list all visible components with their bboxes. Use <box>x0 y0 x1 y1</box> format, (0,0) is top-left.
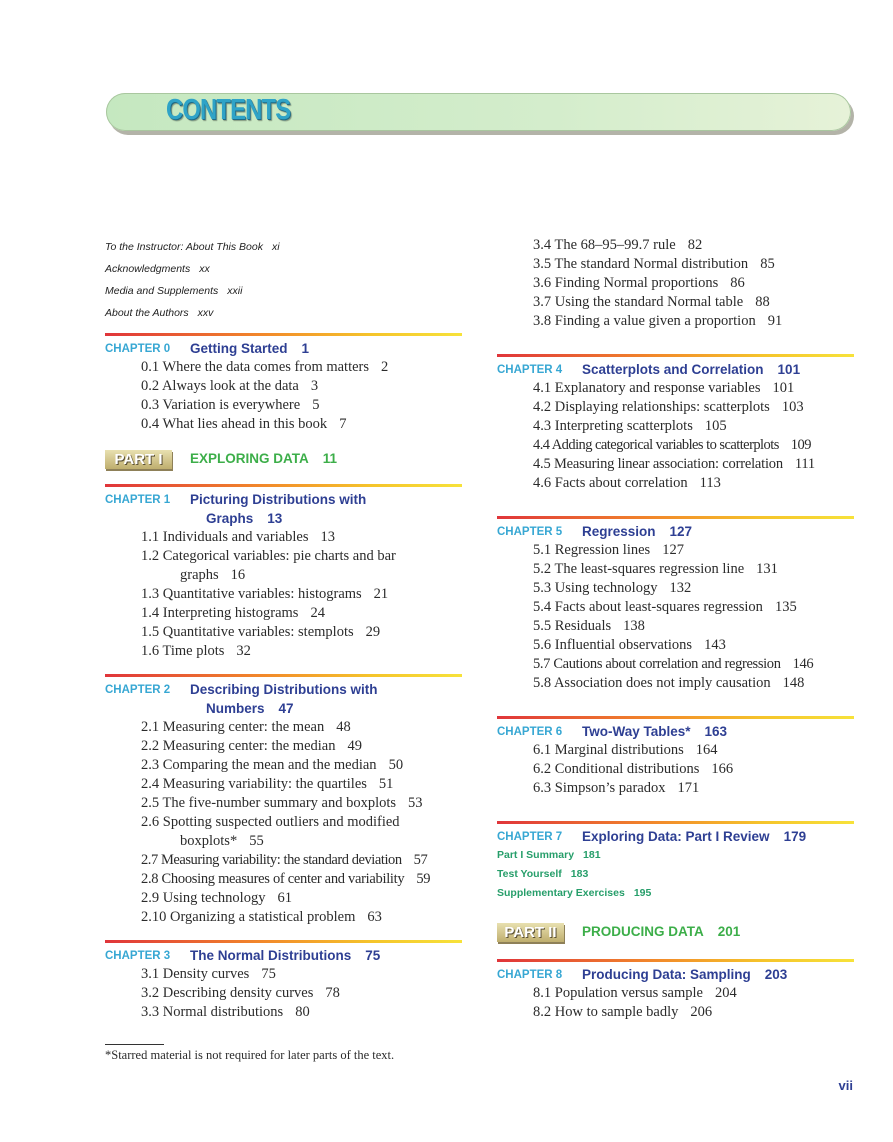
section-entry[interactable]: 1.5 Quantitative variables: stemplots 29 <box>141 624 381 640</box>
section-entry[interactable]: 0.3 Variation is everywhere 5 <box>141 397 320 413</box>
section-entry[interactable]: 0.4 What lies ahead in this book 7 <box>141 416 347 432</box>
section-entry[interactable]: 4.2 Displaying relationships: scatterplots 103 <box>533 399 804 415</box>
front-matter-item[interactable]: Acknowledgments xx <box>105 263 210 275</box>
section-entry[interactable]: 0.1 Where the data comes from matters 2 <box>141 359 389 375</box>
section-entry[interactable]: 2.6 Spotting suspected outliers and modified boxplots* 55 <box>141 814 400 849</box>
section-entry[interactable]: 2.5 The five-number summary and boxplots 53 <box>141 795 423 811</box>
section-entry[interactable]: 2.4 Measuring variability: the quartiles 51 <box>141 776 394 792</box>
section-entry[interactable]: 4.6 Facts about correlation 113 <box>533 475 721 491</box>
section-entry[interactable]: 3.5 The standard Normal distribution 85 <box>533 256 775 272</box>
section-entry[interactable]: 2.7 Measuring variability: the standard deviation 57 <box>141 852 428 868</box>
section-entry[interactable]: 3.6 Finding Normal proportions 86 <box>533 275 745 291</box>
chapter-7-heading[interactable]: CHAPTER 7 Exploring Data: Part I Review 179 <box>497 829 807 844</box>
section-entry[interactable]: 4.5 Measuring linear association: correlation 111 <box>533 456 815 472</box>
section-divider <box>105 940 462 943</box>
section-entry[interactable]: 5.6 Influential observations 143 <box>533 637 726 653</box>
section-entry[interactable]: 5.2 The least-squares regression line 131 <box>533 561 778 577</box>
section-entry[interactable]: 1.4 Interpreting histograms 24 <box>141 605 325 621</box>
section-divider <box>497 821 854 824</box>
section-entry[interactable]: 5.7 Cautions about correlation and regression 146 <box>533 656 814 672</box>
section-entry[interactable]: 3.7 Using the standard Normal table 88 <box>533 294 770 310</box>
footnote: *Starred material is not required for later parts of the text. <box>105 1048 395 1062</box>
section-divider <box>497 716 854 719</box>
chapter-6-heading[interactable]: CHAPTER 6 Two-Way Tables* 163 <box>497 724 728 739</box>
section-entry[interactable]: 5.8 Association does not imply causation 148 <box>533 675 805 691</box>
section-entry[interactable]: 2.8 Choosing measures of center and variability 59 <box>141 871 431 887</box>
section-entry[interactable]: 2.2 Measuring center: the median 49 <box>141 738 362 754</box>
chapter-4-heading[interactable]: CHAPTER 4 Scatterplots and Correlation 101 <box>497 362 801 377</box>
page-number: vii <box>838 1078 853 1093</box>
section-divider <box>497 354 854 357</box>
section-entry[interactable]: 6.3 Simpson’s paradox 171 <box>533 780 700 796</box>
section-entry[interactable]: 3.2 Describing density curves 78 <box>141 985 340 1001</box>
section-divider <box>105 484 462 487</box>
section-divider <box>497 516 854 519</box>
chapter-1-heading[interactable]: CHAPTER 1 Picturing Distributions with Graphs 13 <box>105 492 367 526</box>
section-entry[interactable]: 3.8 Finding a value given a proportion 91 <box>533 313 783 329</box>
front-matter-item[interactable]: About the Authors xxv <box>105 307 214 319</box>
review-entry[interactable]: Supplementary Exercises 195 <box>497 887 652 899</box>
section-entry[interactable]: 0.2 Always look at the data 3 <box>141 378 319 394</box>
section-divider <box>105 333 462 336</box>
section-entry[interactable]: 2.10 Organizing a statistical problem 63 <box>141 909 382 925</box>
section-entry[interactable]: 1.1 Individuals and variables 13 <box>141 529 336 545</box>
section-divider <box>497 959 854 962</box>
section-entry[interactable]: 6.1 Marginal distributions 164 <box>533 742 718 758</box>
contents-banner <box>106 93 851 131</box>
chapter-5-heading[interactable]: CHAPTER 5 Regression 127 <box>497 524 693 539</box>
review-entry[interactable]: Part I Summary 181 <box>497 849 601 861</box>
section-entry[interactable]: 2.9 Using technology 61 <box>141 890 292 906</box>
chapter-2-heading[interactable]: CHAPTER 2 Describing Distributions with Numbers 47 <box>105 682 378 716</box>
section-entry[interactable]: 2.1 Measuring center: the mean 48 <box>141 719 351 735</box>
section-entry[interactable]: 1.2 Categorical variables: pie charts and bar graphs 16 <box>141 548 396 583</box>
section-divider <box>105 674 462 677</box>
section-entry[interactable]: 5.5 Residuals 138 <box>533 618 645 634</box>
section-entry[interactable]: 4.1 Explanatory and response variables 101 <box>533 380 795 396</box>
page-title: CONTENTS <box>166 94 291 126</box>
section-entry[interactable]: 3.1 Density curves 75 <box>141 966 276 982</box>
front-matter-item[interactable]: Media and Supplements xxii <box>105 285 243 297</box>
section-entry[interactable]: 5.1 Regression lines 127 <box>533 542 684 558</box>
section-entry[interactable]: 1.6 Time plots 32 <box>141 643 251 659</box>
section-entry[interactable]: 8.2 How to sample badly 206 <box>533 1004 713 1020</box>
chapter-8-heading[interactable]: CHAPTER 8 Producing Data: Sampling 203 <box>497 967 788 982</box>
section-entry[interactable]: 6.2 Conditional distributions 166 <box>533 761 734 777</box>
chapter-3-heading[interactable]: CHAPTER 3 The Normal Distributions 75 <box>105 948 381 963</box>
section-entry[interactable]: 4.4 Adding categorical variables to scatterplots 109 <box>533 437 811 453</box>
front-matter-item[interactable]: To the Instructor: About This Book xi <box>105 241 280 253</box>
section-entry[interactable]: 1.3 Quantitative variables: histograms 21 <box>141 586 389 602</box>
part-1-heading[interactable]: PART I EXPLORING DATA 11 <box>105 448 462 474</box>
toc-right-column <box>497 236 854 1022</box>
footnote-rule <box>105 1044 164 1045</box>
section-entry[interactable]: 8.1 Population versus sample 204 <box>533 985 737 1001</box>
part-badge: PART I <box>105 450 172 469</box>
review-entry[interactable]: Test Yourself 183 <box>497 868 589 880</box>
section-entry[interactable]: 5.4 Facts about least-squares regression 135 <box>533 599 797 615</box>
section-entry[interactable]: 4.3 Interpreting scatterplots 105 <box>533 418 727 434</box>
section-entry[interactable]: 3.4 The 68–95–99.7 rule 82 <box>533 237 703 253</box>
part-badge: PART II <box>497 923 564 942</box>
part-2-heading[interactable]: PART II PRODUCING DATA 201 <box>497 921 854 947</box>
chapter-0-heading[interactable]: CHAPTER 0 Getting Started 1 <box>105 341 310 356</box>
toc-left-column <box>105 236 462 1022</box>
section-entry[interactable]: 2.3 Comparing the mean and the median 50 <box>141 757 404 773</box>
section-entry[interactable]: 3.3 Normal distributions 80 <box>141 1004 310 1020</box>
section-entry[interactable]: 5.3 Using technology 132 <box>533 580 692 596</box>
